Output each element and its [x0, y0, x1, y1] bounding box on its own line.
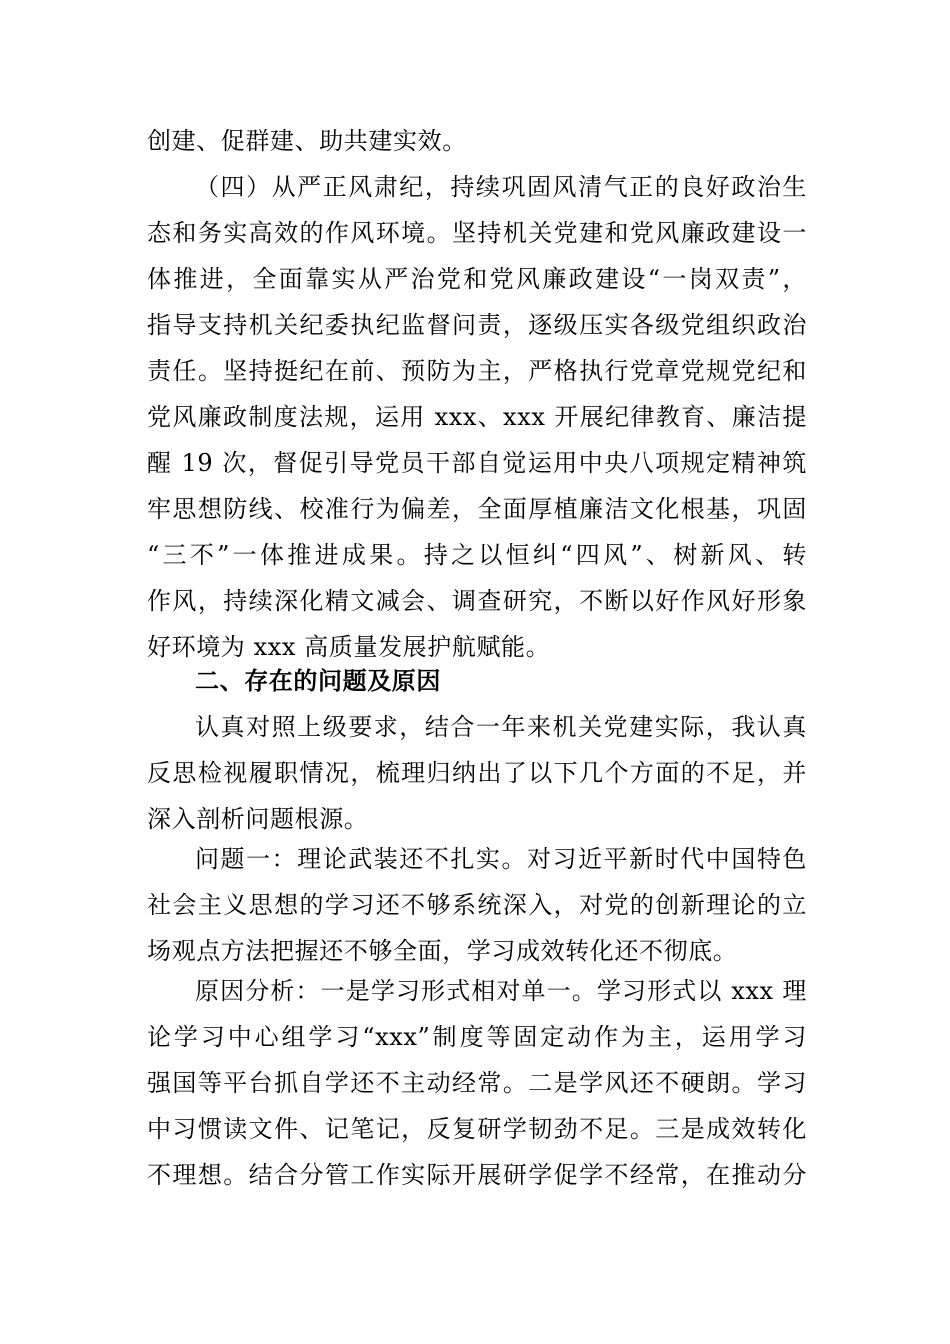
paragraph-problem-one — [147, 836, 807, 974]
text-line: 体推进，全面靠实从严治党和党风廉政建设“一岗双责”， — [147, 265, 807, 293]
paragraph-section-four — [147, 164, 807, 670]
text-line: 认真对照上级要求，结合一年来机关党建实际，我认真 — [195, 713, 807, 741]
text-line: 态和务实高效的作风环境。坚持机关党建和党风廉政建设一 — [147, 219, 807, 247]
text-line: 不理想。结合分管工作实际开展研学促学不经常，在推动分 — [147, 1161, 807, 1189]
text-line: 创建、促群建、助共建实效。 — [147, 127, 467, 155]
text-line: 问题一：理论武装还不扎实。对习近平新时代中国特色 — [195, 845, 807, 873]
text-line: 好环境为 xxx 高质量发展护航赋能。 — [147, 633, 551, 661]
section-heading: 二、存在的问题及原因 — [195, 667, 441, 695]
text-line: 指导支持机关纪委执纪监督问责，逐级压实各级党组织政治 — [147, 311, 807, 339]
text-line: 深入剖析问题根源。 — [147, 805, 369, 833]
text-line: 责任。坚持挺纪在前、预防为主，严格执行党章党规党纪和 — [147, 357, 807, 385]
paragraph-cause-analysis — [147, 968, 807, 1198]
text-line: 牢思想防线、校准行为偏差，全面厚植廉洁文化根基，巩固 — [147, 495, 807, 523]
text-line: 论学习中心组学习“xxx”制度等固定动作为主，运用学习 — [147, 1023, 807, 1051]
paragraph-intro — [147, 704, 807, 842]
text-line: 醒 19 次，督促引导党员干部自觉运用中央八项规定精神筑 — [147, 449, 807, 477]
text-line: “三不”一体推进成果。持之以恒纠“四风”、树新风、转 — [147, 541, 807, 569]
text-line: （四）从严正风肃纪，持续巩固风清气正的良好政治生 — [195, 173, 807, 201]
text-line: 反思检视履职情况，梳理归纳出了以下几个方面的不足，并 — [147, 759, 807, 787]
text-line: 原因分析：一是学习形式相对单一。学习形式以 xxx 理 — [195, 977, 807, 1005]
section-heading-block — [147, 658, 807, 704]
text-line: 中习惯读文件、记笔记，反复研学韧劲不足。三是成效转化 — [147, 1115, 807, 1143]
text-line: 场观点方法把握还不够全面，学习成效转化还不彻底。 — [147, 937, 738, 965]
text-line: 党风廉政制度法规，运用 xxx、xxx 开展纪律教育、廉洁提 — [147, 403, 807, 431]
paragraph-continuation — [147, 118, 807, 164]
text-line: 作风，持续深化精文减会、调查研究，不断以好作风好形象 — [147, 587, 807, 615]
text-line: 强国等平台抓自学还不主动经常。二是学风还不硬朗。学习 — [147, 1069, 807, 1097]
text-line: 社会主义思想的学习还不够系统深入，对党的创新理论的立 — [147, 891, 807, 919]
